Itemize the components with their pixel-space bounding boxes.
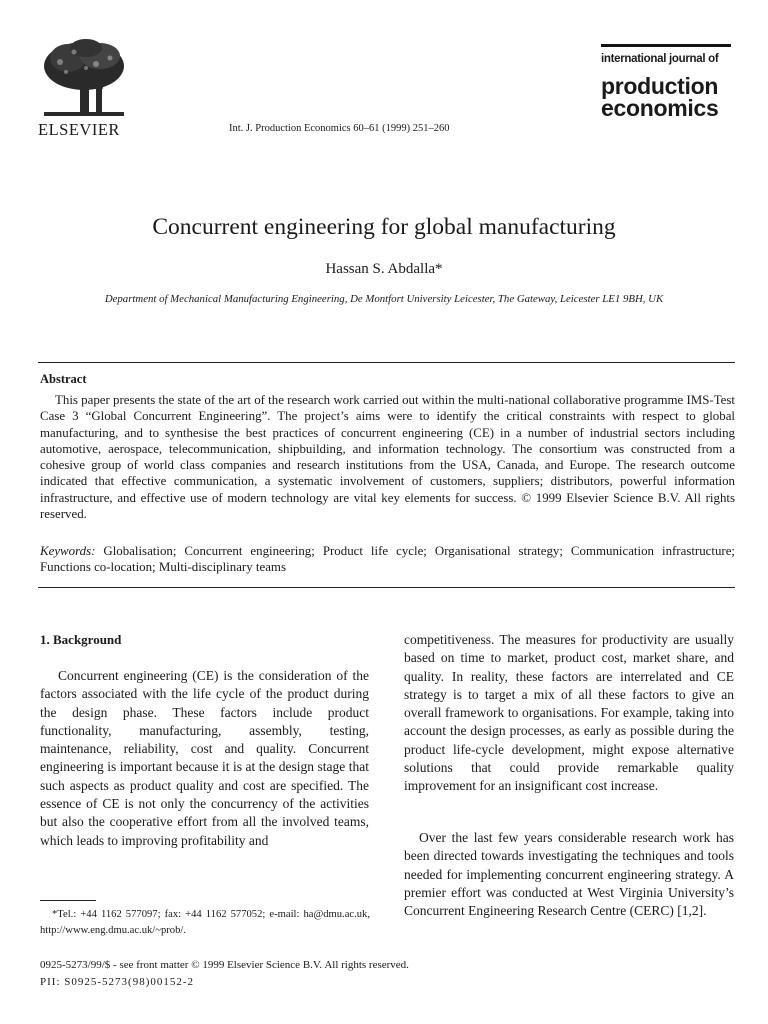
- body-column-right-para1: competitiveness. The measures for productivity are usually based on time to market, product cost, market share, and quality. In reality, these factors are interrelated and CE strategy is to target a mix of all these factors to give an overall framework to organisations. For example, taking into account the design processes, as early as possible during the product life-cycle development, might expose alternative solutions that could provide remarkable quality improvement for an insignificant cost increase.: [404, 632, 734, 794]
- keywords-text: Globalisation; Concurrent engineering; Product life cycle; Organisational strategy; Communication infrastructure; Functions co-location; Multi-disciplinary teams: [40, 544, 735, 575]
- keywords: [40, 543, 735, 576]
- author-footnote: *Tel.: +44 1162 577097; fax: +44 1162 577052; e-mail: ha@dmu.ac.uk, http://www.eng.dmu.ac.uk/~prob/.: [40, 909, 370, 936]
- copyright-line: 0925-5273/99/$ - see front matter © 1999 Elsevier Science B.V. All rights reserved.: [40, 959, 409, 971]
- author-affiliation: Department of Mechanical Manufacturing Engineering, De Montfort University Leicester, The Gateway, Leicester LE1 9BH, UK: [104, 293, 664, 305]
- abstract-text: This paper presents the state of the art of the research work carried out within the multi-national collaborative programme IMS-Test Case 3 “Global Concurrent Engineering”. The project’s aims were to identify the critical constraints with respect to global manufacturing, and to synthesise the best practices of concurrent engineering (CE) in a number of industrial sectors including automotive, aerospace, telecommunication, shipbuilding, and information technology. The consortium was constructed from a cohesive group of world class companies and research institutions from the USA, Canada, and Europe. The research outcome indicated that effective communication, a systematic involvement of customers, suppliers; distributors, powerful information infrastructure, and effective use of modern technology are vital key elements for success. © 1999 Elsevier Science B.V. All rights reserved.: [40, 393, 735, 522]
- body-column-right-para2: Over the last few years considerable research work has been directed towards investigating the techniques and tools needed for implementing concurrent engineering strategy. A premier effort was conducted at West Virginia University’s Concurrent Engineering Research Centre (CERC) [1,2].: [404, 830, 734, 919]
- pii-line: PII: S0925-5273(98)00152-2: [40, 976, 195, 988]
- journal-citation: Int. J. Production Economics 60–61 (1999) 251–260: [229, 123, 450, 134]
- footnote-rule: [40, 900, 96, 901]
- body-column-left: Concurrent engineering (CE) is the consideration of the factors associated with the life cycle of the product during the design phase. These factors include product functionality, manufacturing, assembly, testing, maintenance, reliability, cost and quality. Concurrent engineering is important because it is at the design stage that such aspects as product quality and cost are specified. The essence of CE is not only the concurrency of the activities but also the cooperative effort from all the involved teams, which leads to improving profitability and: [40, 668, 369, 848]
- author-name: Hassan S. Abdalla*: [325, 261, 443, 277]
- section-heading: 1. Background: [40, 632, 122, 647]
- keywords-label: Keywords:: [40, 544, 96, 558]
- journal-logo-line1: production: [601, 73, 719, 99]
- abstract-heading: Abstract: [40, 372, 87, 386]
- divider-top: [38, 362, 735, 363]
- journal-logo-line2: economics: [601, 95, 719, 121]
- journal-logo-rule: [601, 44, 731, 47]
- publisher-name: ELSEVIER: [38, 120, 120, 139]
- journal-logo-top: international journal of: [601, 53, 719, 65]
- article-title: Concurrent engineering for global manufacturing: [152, 214, 616, 240]
- divider-bottom: [38, 587, 735, 588]
